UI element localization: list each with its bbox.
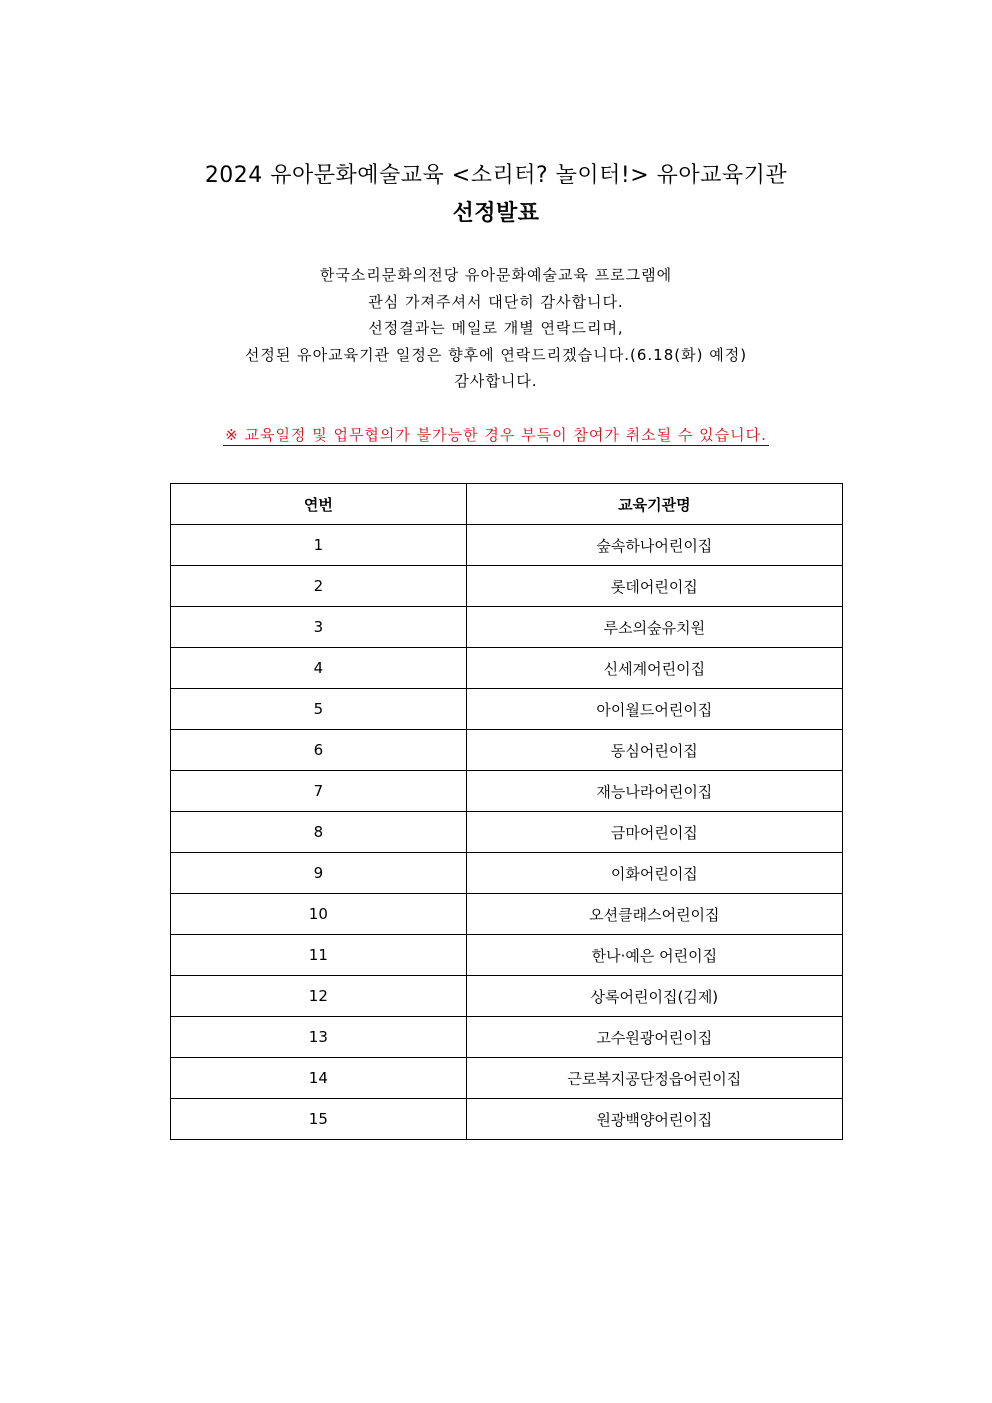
table-row — [171, 935, 843, 976]
institution-name: 고수원광어린이집 — [466, 1017, 842, 1058]
intro-line: 관심 가져주셔서 대단히 감사합니다. — [368, 292, 624, 311]
intro-line: 선정된 유아교육기관 일정은 향후에 연락드리겠습니다.(6.18(화) 예정) — [244, 345, 748, 364]
notice — [0, 423, 992, 447]
row-number: 8 — [171, 812, 467, 853]
institution-name: 동심어린이집 — [466, 730, 842, 771]
table-row — [171, 1099, 843, 1140]
institution-name: 이화어린이집 — [466, 853, 842, 894]
row-number: 7 — [171, 771, 467, 812]
institution-name: 아이월드어린이집 — [466, 689, 842, 730]
header-number: 연번 — [171, 484, 467, 525]
table-row — [171, 1017, 843, 1058]
institution-name: 상록어린이집(김제) — [466, 976, 842, 1017]
table-row — [171, 1058, 843, 1099]
table-row — [171, 607, 843, 648]
intro-line: 선정결과는 메일로 개별 연락드리며, — [368, 319, 624, 337]
row-number: 2 — [171, 566, 467, 607]
page-title: 2024 유아문화예술교육 <소리터? 놀이터!> 유아교육기관 — [204, 163, 788, 188]
table-row — [171, 566, 843, 607]
intro-line: 감사합니다. — [454, 372, 538, 390]
institution-name: 롯데어린이집 — [466, 566, 842, 607]
table-row — [171, 976, 843, 1017]
table-row — [171, 730, 843, 771]
row-number: 14 — [171, 1058, 467, 1099]
row-number: 13 — [171, 1017, 467, 1058]
row-number: 5 — [171, 689, 467, 730]
institution-name: 한나·예은 어린이집 — [466, 935, 842, 976]
page-subtitle: 선정발표 — [452, 201, 540, 226]
intro-line: 한국소리문화의전당 유아문화예술교육 프로그램에 — [319, 266, 673, 284]
table-row — [171, 648, 843, 689]
selection-table — [170, 483, 843, 1140]
row-number: 1 — [171, 525, 467, 566]
table-row — [171, 689, 843, 730]
table-row — [171, 771, 843, 812]
institution-name: 오션클래스어린이집 — [466, 894, 842, 935]
institution-name: 신세계어린이집 — [466, 648, 842, 689]
table-row — [171, 853, 843, 894]
institution-name: 원광백양어린이집 — [466, 1099, 842, 1140]
row-number: 15 — [171, 1099, 467, 1140]
row-number: 10 — [171, 894, 467, 935]
table-header-row — [171, 484, 843, 525]
institution-name: 루소의숲유치원 — [466, 607, 842, 648]
row-number: 4 — [171, 648, 467, 689]
table-row — [171, 525, 843, 566]
institution-name: 금마어린이집 — [466, 812, 842, 853]
notice-text: ※ 교육일정 및 업무협의가 불가능한 경우 부득이 참여가 취소될 수 있습니다. — [225, 426, 767, 444]
row-number: 12 — [171, 976, 467, 1017]
institution-name: 숲속하나어린이집 — [466, 525, 842, 566]
row-number: 11 — [171, 935, 467, 976]
row-number: 6 — [171, 730, 467, 771]
institution-name: 근로복지공단정읍어린이집 — [466, 1058, 842, 1099]
table-row — [171, 812, 843, 853]
table-row — [171, 894, 843, 935]
intro-paragraph — [0, 262, 992, 395]
institution-name: 재능나라어린이집 — [466, 771, 842, 812]
row-number: 9 — [171, 853, 467, 894]
row-number: 3 — [171, 607, 467, 648]
header-institution: 교육기관명 — [466, 484, 842, 525]
